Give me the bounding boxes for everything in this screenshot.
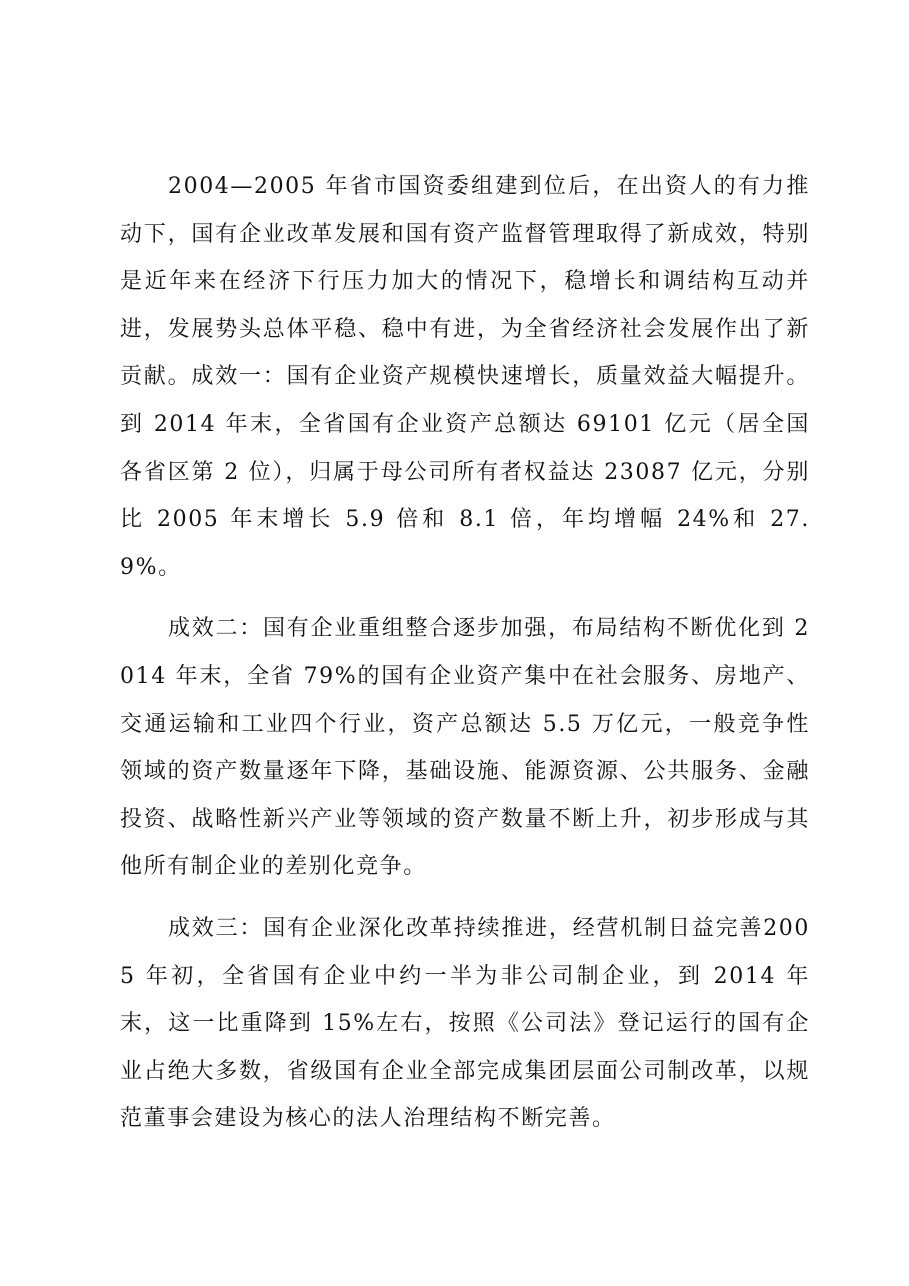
paragraph-achievement-one: 2004—2005 年省市国资委组建到位后，在出资人的有力推动下，国有企业改革发展和国有资产监督管理取得了新成效，特别是近年来在经济下行压力加大的情况下，稳增长和调结构互动并进，发展势头总体平稳、稳中有进，为全省经济社会发展作出了新贡献。成效一：国有企业资产规模快速增长，质量效益大幅提升。到 2014 年末，全省国有企业资产总额达 69101 亿元（居全国各省区第 2 位），归属于母公司所有者权益达 23087 亿元，分别比 2005 年末增长 5.9 倍和 8.1 倍，年均增幅 24%和 27.9%。	[120, 174, 810, 580]
paragraph-achievement-two: 成效二：国有企业重组整合逐步加强，布局结构不断优化到 2014 年末，全省 79%的国有企业资产集中在社会服务、房地产、交通运输和工业四个行业，资产总额达 5.5 万亿元，一般竞争性领域的资产数量逐年下降，基础设施、能源资源、公共服务、金融投资、战略性新兴产业等领域的资产数量不断上升，初步形成与其他所有制企业的差别化竞争。	[120, 616, 810, 880]
paragraph-achievement-three: 成效三：国有企业深化改革持续推进，经营机制日益完善2005 年初，全省国有企业中约一半为非公司制企业，到 2014 年末，这一比重降到 15%左右，按照《公司法》登记运行的国有企业占绝大多数，省级国有企业全部完成集团层面公司制改革，以规范董事会建设为核心的法人治理结构不断完善。	[120, 915, 810, 1132]
document-body	[120, 163, 810, 1157]
